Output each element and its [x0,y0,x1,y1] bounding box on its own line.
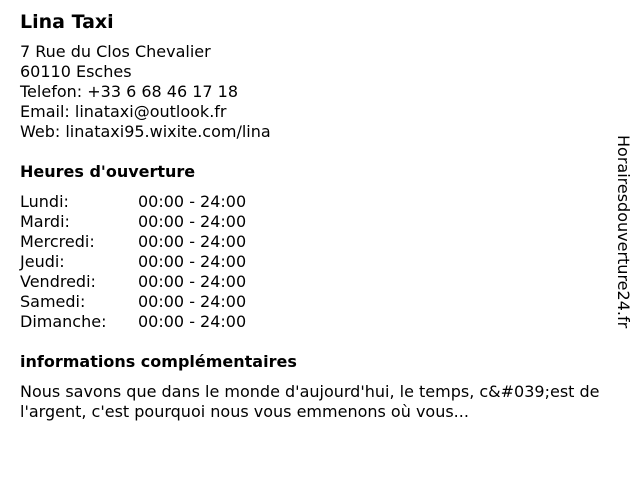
business-name: Lina Taxi [20,11,114,33]
day-label: Dimanche: [20,312,107,331]
hours-row-tuesday [20,212,600,232]
hours-row-thursday [20,252,600,272]
hours-row-monday [20,192,600,212]
time-range: 00:00 - 24:00 [138,312,247,331]
day-label: Mercredi: [20,232,95,251]
day-label: Mardi: [20,212,70,231]
time-range: 00:00 - 24:00 [138,212,247,231]
phone-line: Telefon: +33 6 68 46 17 18 [20,82,239,101]
hours-row-wednesday [20,232,600,252]
time-range: 00:00 - 24:00 [138,272,247,291]
day-label: Jeudi: [20,252,65,271]
web-line: Web: linataxi95.wixite.com/lina [20,122,271,141]
time-range: 00:00 - 24:00 [138,192,247,211]
address-street: 7 Rue du Clos Chevalier [20,42,211,61]
email-line: Email: linataxi@outlook.fr [20,102,227,121]
site-watermark: Horairesdouverture24.fr [614,135,633,329]
hours-row-friday [20,272,600,292]
hours-heading: Heures d'ouverture [20,162,196,181]
day-label: Vendredi: [20,272,96,291]
business-card [20,10,600,422]
hours-table [20,192,600,332]
info-description: Nous savons que dans le monde d'aujourd'hui, le temps, c&#039;est de l'argent, c'est pourquoi nous vous emmenons où vous... [20,382,600,421]
address-city: 60110 Esches [20,62,132,81]
time-range: 00:00 - 24:00 [138,292,247,311]
hours-row-saturday [20,292,600,312]
time-range: 00:00 - 24:00 [138,232,247,251]
time-range: 00:00 - 24:00 [138,252,247,271]
contact-block [20,42,600,142]
day-label: Samedi: [20,292,86,311]
info-heading: informations complémentaires [20,352,297,371]
hours-row-sunday [20,312,600,332]
day-label: Lundi: [20,192,69,211]
